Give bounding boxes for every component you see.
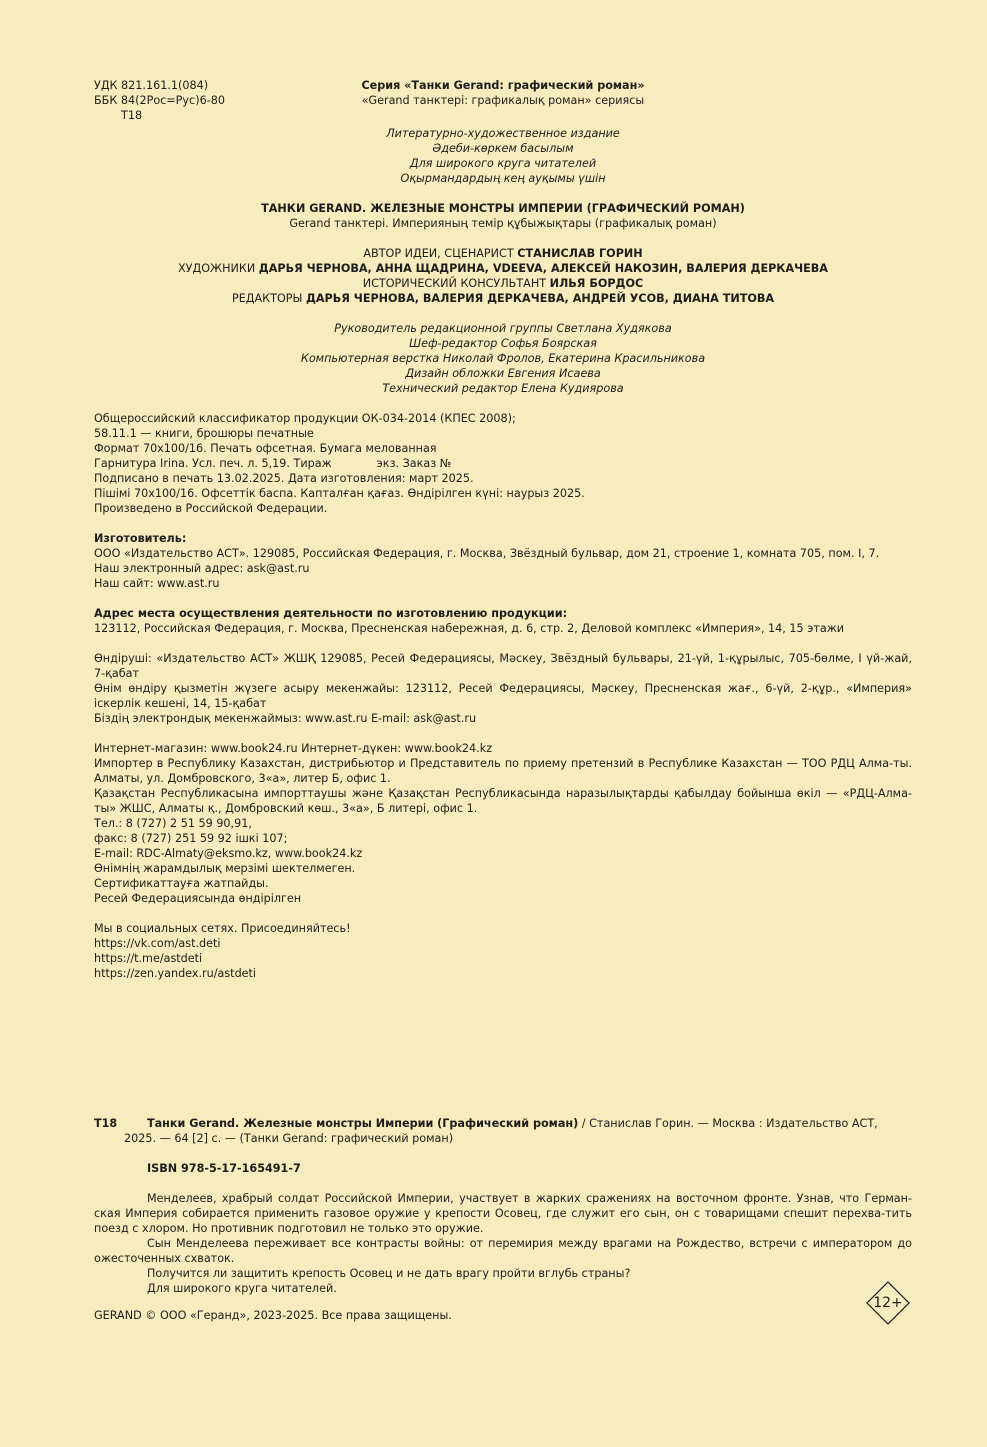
credits-block	[94, 246, 912, 306]
kz-info-block	[94, 651, 912, 726]
credit-line	[94, 246, 912, 261]
email: E-mail: RDC-Almaty@eksmo.kz, www.book24.kz	[94, 847, 363, 860]
credit-names: СТАНИСЛАВ ГОРИН	[517, 247, 643, 260]
manufacturer-block	[94, 531, 912, 591]
credit-names: ДАРЬЯ ЧЕРНОВА, АННА ЩАДРИНА, VDEEVA, АЛЕКСЕЙ НАКОЗИН, ВАЛЕРИЯ ДЕРКАЧЕВА	[258, 262, 828, 275]
production-address-heading: Адрес места осуществления деятельности по изготовлению продукции:	[94, 607, 568, 620]
biblio-line1	[147, 1116, 912, 1131]
social-block	[94, 921, 912, 981]
manufacturer-heading: Изготовитель:	[94, 532, 187, 545]
social-link-vk[interactable]: https://vk.com/ast.deti	[94, 937, 221, 950]
staff-line: Руководитель редакционной группы Светлана Худякова	[334, 322, 672, 335]
author-mark: Т18	[121, 109, 143, 122]
staff-line: Дизайн обложки Евгения Исаева	[405, 367, 601, 380]
classification-line: 58.11.1 — книги, брошюры печатные	[94, 427, 314, 440]
phone: Тел.: 8 (727) 2 51 59 90,91,	[94, 817, 252, 830]
book-title-block	[94, 201, 912, 231]
annotation-paragraph: Сын Менделеева переживает все контрасты войны: от перемирия между врагами на Рождество, встречи с императором до ожесточенных схваток.	[94, 1237, 912, 1265]
print-run-text: Гарнитура Irina. Усл. печ. л. 5,19. Тираж	[94, 457, 332, 470]
made-in-kz: Ресей Федерациясында өндірілген	[94, 892, 302, 905]
shelf-life: Өнімнің жарамдылық мерзімі шектелмеген.	[94, 862, 356, 875]
credit-role: АВТОР ИДЕИ, СЦЕНАРИСТ	[363, 247, 518, 260]
edition-type: Әдеби-көркем басылым	[432, 142, 574, 155]
biblio-line2: 2025. — 64 [2] с. — (Танки Gerand: графический роман)	[124, 1132, 454, 1145]
series-title-kz: «Gerand танктері: графикалық роман» сериясы	[361, 94, 645, 107]
manufacturer-email: Наш электронный адрес: ask@ast.ru	[94, 562, 310, 575]
edition-type: Для широкого круга читателей	[409, 157, 597, 170]
staff-line: Технический редактор Елена Кудиярова	[382, 382, 624, 395]
production-address: 123112, Российская Федерация, г. Москва, Пресненская набережная, д. 6, стр. 2, Деловой комплекс «Империя», 14, 15 этажи	[94, 622, 845, 635]
order-text: экз. Заказ №	[376, 457, 452, 470]
format-line-kz: Пішімі 70x100/16. Офсеттік баспа. Капталған қағаз. Өндірілген күні: наурыз 2025.	[94, 487, 585, 500]
staff-line: Шеф-редактор Софья Боярская	[409, 337, 597, 350]
online-shop: Интернет-магазин: www.book24.ru Интернет-дүкен: www.book24.kz	[94, 742, 493, 755]
edition-type: Литературно-художественное издание	[386, 127, 620, 140]
social-link-zen[interactable]: https://zen.yandex.ru/astdeti	[94, 967, 257, 980]
social-link-telegram[interactable]: https://t.me/astdeti	[94, 952, 203, 965]
manufacturer-site: Наш сайт: www.ast.ru	[94, 577, 220, 590]
format-line: Формат 70x100/16. Печать офсетная. Бумага мелованная	[94, 442, 437, 455]
credit-line	[94, 276, 912, 291]
edition-types	[94, 126, 912, 186]
credit-role: ХУДОЖНИКИ	[178, 262, 259, 275]
series-title: Серия «Танки Gerand: графический роман»	[361, 79, 645, 92]
udk-code: УДК 821.161.1(084)	[94, 79, 209, 92]
biblio-title: Танки Gerand. Железные монстры Империи (Графический роман)	[147, 1117, 579, 1130]
credit-line	[94, 291, 912, 306]
biblio-code: Т18	[94, 1117, 118, 1130]
book-title-kz: Gerand танктері. Империяның темір құбыжықтары (графикалық роман)	[289, 217, 717, 230]
credit-role: ИСТОРИЧЕСКИЙ КОНСУЛЬТАНТ	[362, 277, 550, 290]
bibliographic-record	[94, 1116, 912, 1296]
manufacturer-address: ООО «Издательство АСТ». 129085, Российская Федерация, г. Москва, Звёздный бульвар, дом 21, строение 1, комната 705, пом. I, 7.	[94, 547, 880, 560]
print-run-line	[94, 456, 912, 471]
fax: факс: 8 (727) 251 59 92 ішкі 107;	[94, 832, 288, 845]
certification: Сертификаттауға жатпайды.	[94, 877, 269, 890]
classification-block	[94, 411, 912, 516]
age-rating: 12+	[873, 1295, 903, 1311]
classification-line: Общероссийский классификатор продукции ОК-034-2014 (КПЕС 2008);	[94, 412, 516, 425]
annotation-paragraph: Для широкого круга читателей.	[147, 1282, 337, 1295]
staff-line: Компьютерная верстка Николай Фролов, Екатерина Красильникова	[300, 352, 706, 365]
biblio-author: / Станислав Горин. — Москва : Издательство АСТ,	[578, 1117, 878, 1130]
kz-manufacturer: Өндіруші: «Издательство АСТ» ЖШҚ 129085, Ресей Федерациясы, Мәскеу, Звёздный бульвары, 21-үй, 1-құрылыс, 705-бөлме, I үй-жай, 7-қабат	[94, 652, 912, 680]
staff-block	[94, 321, 912, 396]
credit-names: ДАРЬЯ ЧЕРНОВА, ВАЛЕРИЯ ДЕРКАЧЕВА, АНДРЕЙ УСОВ, ДИАНА ТИТОВА	[305, 292, 775, 305]
series-block	[94, 78, 912, 108]
header-block	[94, 78, 912, 126]
book-title: ТАНКИ GERAND. ЖЕЛЕЗНЫЕ МОНСТРЫ ИМПЕРИИ (ГРАФИЧЕСКИЙ РОМАН)	[261, 202, 745, 215]
importer-kz: Қазақстан Республикасына импорттаушы және Қазақстан Республикасында наразылықтарды қабылдау бойынша өкіл — «РДЦ-Алма-ты» ЖШС, Алматы қ., Домбровский көш., 3«а», Б литері, офис 1.	[94, 787, 912, 815]
edition-type: Оқырмандардың кең ауқымы үшін	[400, 172, 606, 185]
annotation-paragraph: Получится ли защитить крепость Осовец и не дать врагу пройти вглубь страны?	[147, 1267, 631, 1280]
annotation-paragraph: Менделеев, храбрый солдат Российской Империи, участвует в жарких сражениях на восточном фронте. Узнав, что Герман-ская Империя собирается применить газовое оружие у крепости Осовец, где служит его сын, он с товарищами спешит перехва-тить поезд с хлором. Но противник подготовил не только это оружие.	[94, 1192, 912, 1235]
importer-ru: Импортер в Республику Казахстан, дистрибьютор и Представитель по приему претензий в Республике Казахстан — ТОО РДЦ Алма-ты. Алматы, ул. Домбровского, 3«а», литер Б, офис 1.	[94, 757, 912, 785]
signed-date-line: Подписано в печать 13.02.2025. Дата изготовления: март 2025.	[94, 472, 474, 485]
social-heading: Мы в социальных сетях. Присоединяйтесь!	[94, 922, 351, 935]
credit-role: РЕДАКТОРЫ	[231, 292, 306, 305]
kz-contacts: Біздің электрондық мекенжаймыз: www.ast.ru E-mail: ask@ast.ru	[94, 712, 477, 725]
bbk-code: ББК 84(2Рос=Рус)6-80	[94, 94, 225, 107]
made-in-line: Произведено в Российской Федерации.	[94, 502, 328, 515]
credit-names: ИЛЬЯ БОРДОС	[549, 277, 644, 290]
credit-line	[94, 261, 912, 276]
imprint-page	[94, 78, 912, 1296]
production-address-block	[94, 606, 912, 636]
import-info-block	[94, 741, 912, 906]
kz-production-address: Өнім өндіру қызметін жүзеге асыру мекенжайы: 123112, Ресей Федерациясы, Мәскеу, Пресненская жағ., 6-үй, 2-құр., «Империя» іскерлік кешені, 14, 15-қабат	[94, 682, 912, 710]
copyright: GERAND © ООО «Геранд», 2023-2025. Все права защищены.	[94, 1309, 452, 1322]
isbn: ISBN 978-5-17-165491-7	[147, 1162, 301, 1175]
